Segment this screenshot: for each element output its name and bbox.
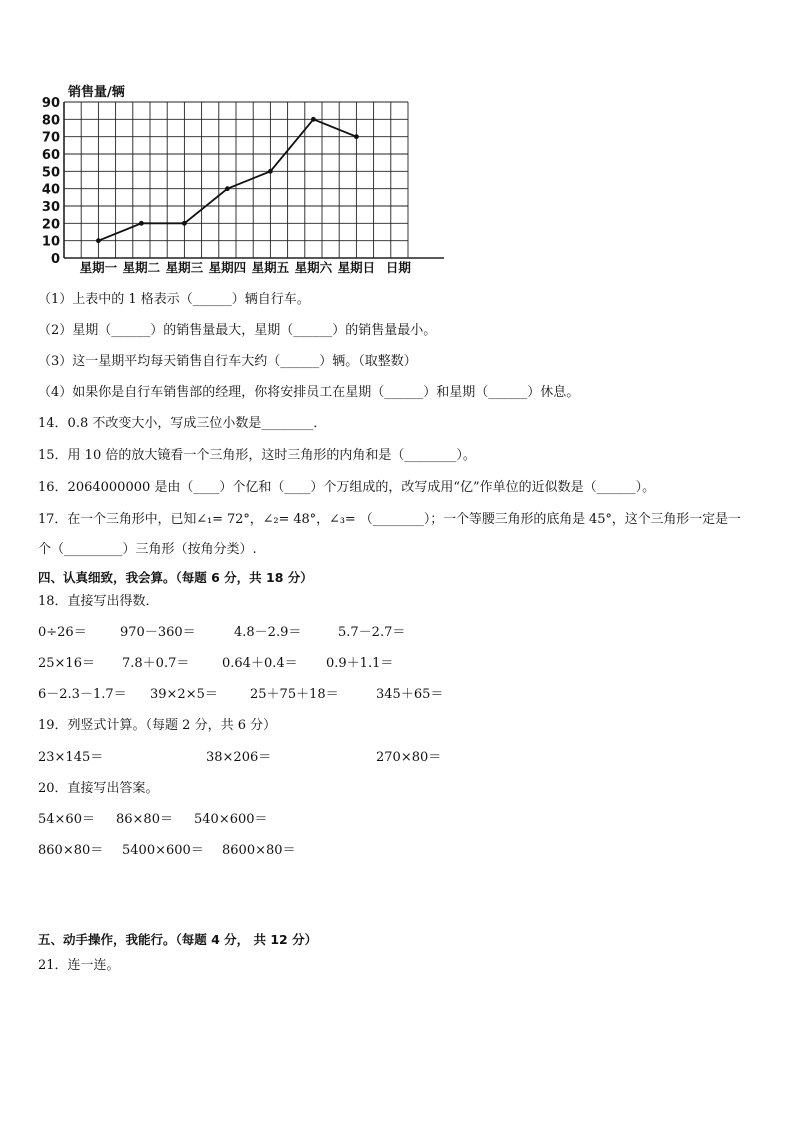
q18-item: 6－2.3－1.7＝: [38, 687, 127, 702]
q19-item: 270×80＝: [376, 750, 442, 765]
q16-text: 16．2064000000 是由（____）个亿和（____）个万组成的，改写成用“亿”作单位的近似数是（______）。: [38, 480, 656, 495]
q21-title: 21．连一连。: [38, 958, 120, 973]
y-axis-label: 销售量/辆: [68, 85, 125, 100]
q13-part4: （4）如果你是自行车销售部的经理，你将安排员工在星期（______）和星期（______）休息。: [38, 385, 580, 400]
chart-svg: [36, 84, 476, 279]
x-tick-label: 星期四: [208, 260, 247, 275]
y-tick-label: 70: [41, 130, 60, 146]
q18-item: 25＋75＋18＝: [250, 687, 339, 702]
sales-line-chart: [36, 84, 476, 279]
q19-title: 19．列竖式计算。（每题 2 分，共 6 分）: [38, 718, 277, 733]
q19-item: 38×206＝: [206, 750, 272, 765]
section5-title: 五、动手操作，我能行。（每题 4 分， 共 12 分）: [38, 932, 318, 947]
q18-item: 0÷26＝: [38, 625, 87, 640]
q13-part3: （3）这一星期平均每天销售自行车大约（______）辆。（取整数）: [38, 354, 417, 369]
q18-item: 4.8－2.9＝: [234, 625, 302, 640]
data-point: [225, 186, 230, 191]
q20-title: 20．直接写出答案。: [38, 781, 159, 796]
q20-item: 860×80＝: [38, 843, 104, 858]
q20-item: 54×60＝: [38, 812, 95, 827]
y-tick-label: 30: [41, 200, 60, 215]
q20-item: 8600×80＝: [222, 843, 296, 858]
q14-text: 14．0.8 不改变大小，写成三位小数是________．: [38, 416, 327, 431]
q13-part2: （2）星期（______）的销售量最大，星期（______）的销售量最小。: [38, 323, 437, 338]
x-tick-label: 星期五: [251, 260, 290, 275]
q15-text: 15．用 10 倍的放大镜看一个三角形，这时三角形的内角和是（________）。: [38, 448, 476, 463]
q17-text-a: 17．在一个三角形中，已知∠₁= 72°，∠₂= 48°，∠₃= （________）；一个等腰三角形的底角是 45°，这个三角形一定是一: [38, 512, 741, 527]
x-tick-label: 星期一: [79, 260, 118, 275]
data-point: [96, 238, 101, 243]
data-line: [98, 119, 356, 240]
x-tick-label: 星期三: [165, 260, 204, 275]
data-point: [354, 134, 359, 139]
y-tick-label: 20: [41, 217, 60, 233]
y-tick-label: 90: [41, 96, 60, 111]
q20-item: 540×600＝: [194, 812, 268, 827]
data-point: [311, 117, 316, 122]
q17-text-b: 个（_________）三角形（按角分类）.: [38, 542, 257, 557]
y-tick-label: 10: [41, 234, 60, 250]
section4-title: 四、认真细致，我会算。（每题 6 分，共 18 分）: [38, 570, 313, 585]
q20-item: 86×80＝: [116, 812, 173, 827]
x-tick-label: 星期日: [337, 260, 376, 275]
q18-item: 970－360＝: [120, 625, 196, 640]
data-point: [139, 221, 144, 226]
data-point: [268, 169, 273, 174]
x-tick-label: 星期六: [294, 260, 333, 275]
q18-item: 39×2×5＝: [150, 687, 218, 702]
y-tick-label: 60: [41, 148, 60, 163]
q18-item: 25×16＝: [38, 656, 95, 671]
q18-item: 7.8＋0.7＝: [122, 656, 190, 671]
q13-part1: （1）上表中的 1 格表示（______）辆自行车。: [38, 292, 310, 307]
y-tick-label: 0: [50, 252, 60, 267]
data-point: [182, 221, 187, 226]
q18-item: 345＋65＝: [376, 687, 444, 702]
y-tick-label: 80: [41, 113, 60, 129]
q18-title: 18．直接写出得数．: [38, 594, 159, 609]
x-tick-label: 星期二: [122, 260, 161, 275]
q18-item: 0.64＋0.4＝: [222, 656, 298, 671]
q19-item: 23×145＝: [38, 750, 104, 765]
x-axis-label: 日期: [385, 260, 411, 275]
y-tick-label: 50: [41, 165, 60, 181]
y-tick-label: 40: [41, 182, 60, 198]
q18-item: 5.7－2.7＝: [338, 625, 406, 640]
q20-item: 5400×600＝: [122, 843, 204, 858]
q18-item: 0.9＋1.1＝: [326, 656, 394, 671]
